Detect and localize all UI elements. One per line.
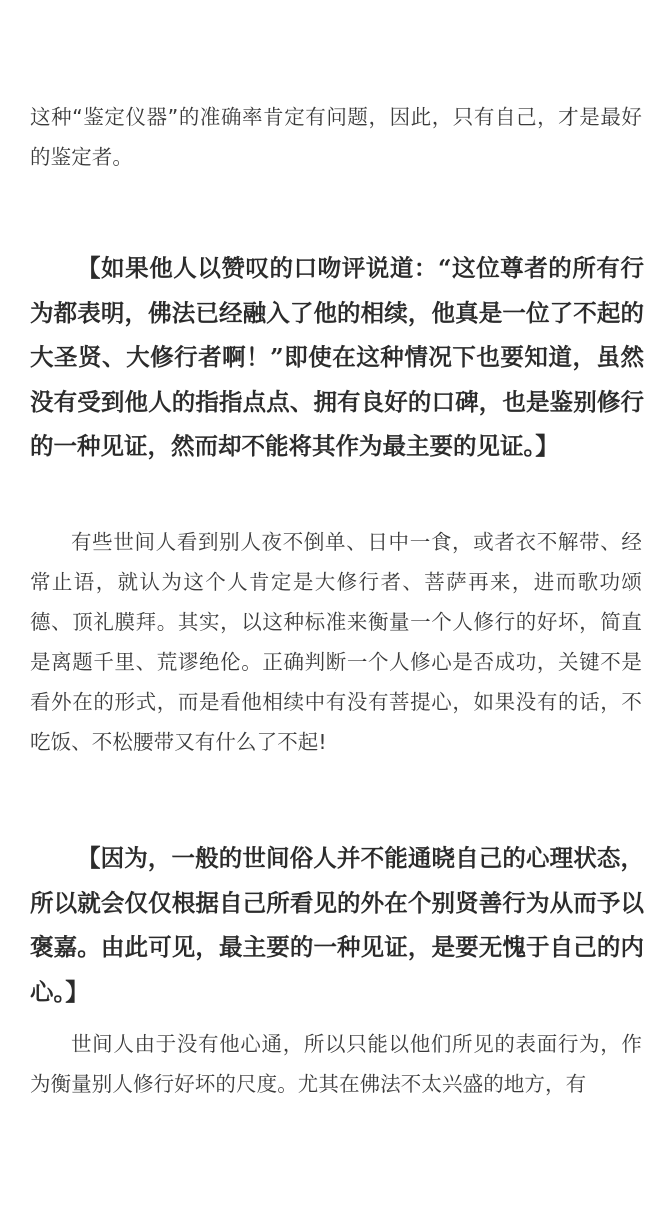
- body-paragraph-3: 世间人由于没有他心通，所以只能以他们所见的表面行为，作为衡量别人修行好坏的尺度。尤其在佛法不太兴盛的地方，有: [30, 1032, 642, 1096]
- body-paragraph-1: 这种“鉴定仪器”的准确率肯定有问题，因此，只有自己，才是最好的鉴定者。: [30, 105, 642, 169]
- quote-paragraph-2: 【因为，一般的世间俗人并不能通晓自己的心理状态，所以就会仅仅根据自己所看见的外在个别贤善行为从而予以褒嘉。由此可见，最主要的一种见证，是要无愧于自己的内心。】: [30, 844, 644, 1006]
- body-paragraph-2: 有些世间人看到别人夜不倒单、日中一食，或者衣不解带、经常止语，就认为这个人肯定是大修行者、菩萨再来，进而歌功颂德、顶礼膜拜。其实，以这种标准来衡量一个人修行的好坏，简直是离题千里、荒谬绝伦。正确判断一个人修心是否成功，关键不是看外在的形式，而是看他相续中有没有菩提心，如果没有的话，不吃饭、不松腰带又有什么了不起!: [30, 530, 642, 754]
- quote-paragraph-1: 【如果他人以赞叹的口吻评说道：“这位尊者的所有行为都表明，佛法已经融入了他的相续，他真是一位了不起的大圣贤、大修行者啊！”即使在这种情况下也要知道，虽然没有受到他人的指指点点、拥有良好的口碑，也是鉴别修行的一种见证，然而却不能将其作为最主要的见证。】: [30, 254, 644, 460]
